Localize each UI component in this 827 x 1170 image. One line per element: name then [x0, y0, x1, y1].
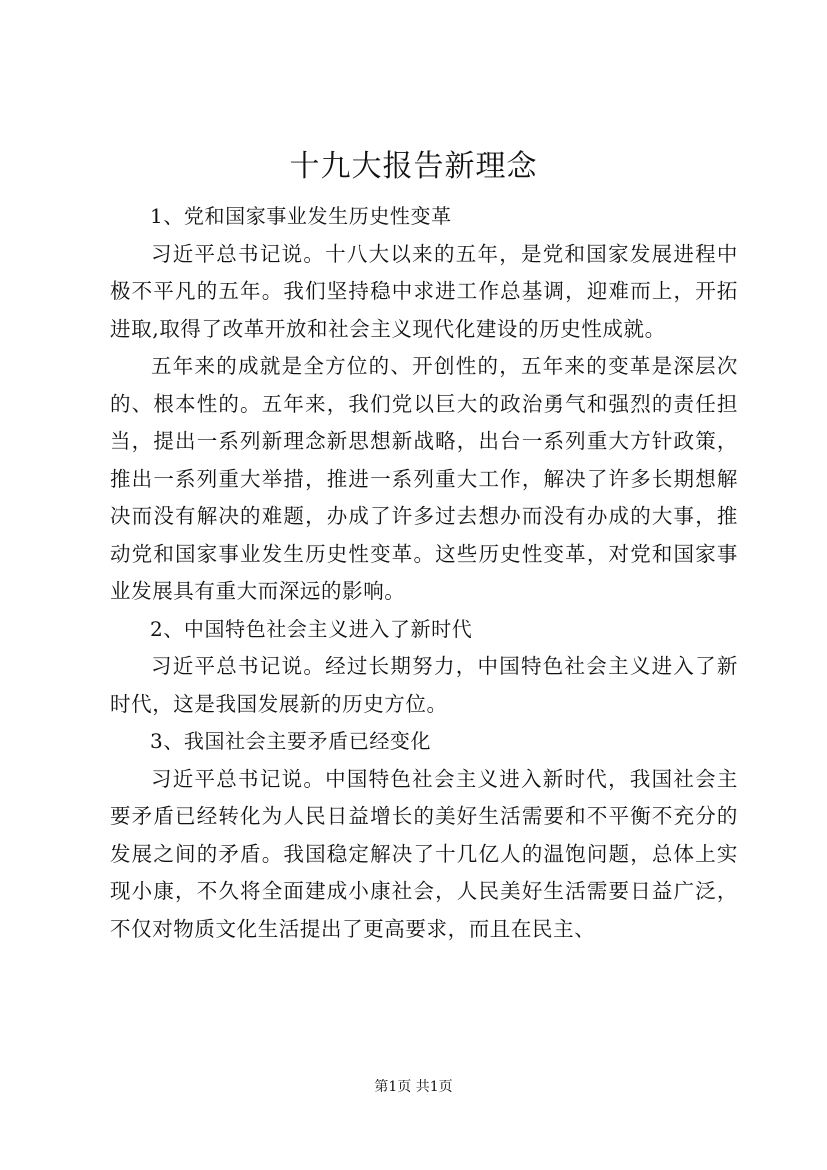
- document-title: 十九大报告新理念: [289, 149, 538, 184]
- page-footer: 第1页 共1页: [374, 1079, 453, 1095]
- document-body: [110, 198, 738, 948]
- paragraph-2: 五年来的成就是全方位的、开创性的，五年来的变革是深层次的、根本性的。五年来，我们党以巨大的政治勇气和强烈的责任担当，提出一系列新理念新思想新战略，出台一系列重大方针政策，推出一系列重大举措，推进一系列重大工作，解决了许多长期想解决而没有解决的难题，办成了许多过去想办而没有办成的大事，推动党和国家事业发生历史性变革。这些历史性变革，对党和国家事业发展具有重大而深远的影响。: [110, 354, 738, 603]
- section-heading-3: 3、我国社会主要矛盾已经变化: [150, 729, 432, 753]
- section-heading-1: 1、党和国家事业发生历史性变革: [150, 204, 452, 228]
- section-heading-2: 2、中国特色社会主义进入了新时代: [150, 616, 473, 641]
- paragraph-3: 习近平总书记说。经过长期努力，中国特色社会主义进入了新时代，这是我国发展新的历史方位。: [110, 654, 738, 716]
- paragraph-4: 习近平总书记说。中国特色社会主义进入新时代，我国社会主要矛盾已经转化为人民日益增长的美好生活需要和不平衡不充分的发展之间的矛盾。我国稳定解决了十几亿人的温饱问题，总体上实现小康，不久将全面建成小康社会，人民美好生活需要日益广泛，不仅对物质文化生活提出了更高要求，而且在民主、: [110, 766, 738, 941]
- paragraph-1: 习近平总书记说。十八大以来的五年，是党和国家发展进程中极不平凡的五年。我们坚持稳中求进工作总基调，迎难而上，开拓进取,取得了改革开放和社会主义现代化建设的历史性成就。: [110, 241, 738, 341]
